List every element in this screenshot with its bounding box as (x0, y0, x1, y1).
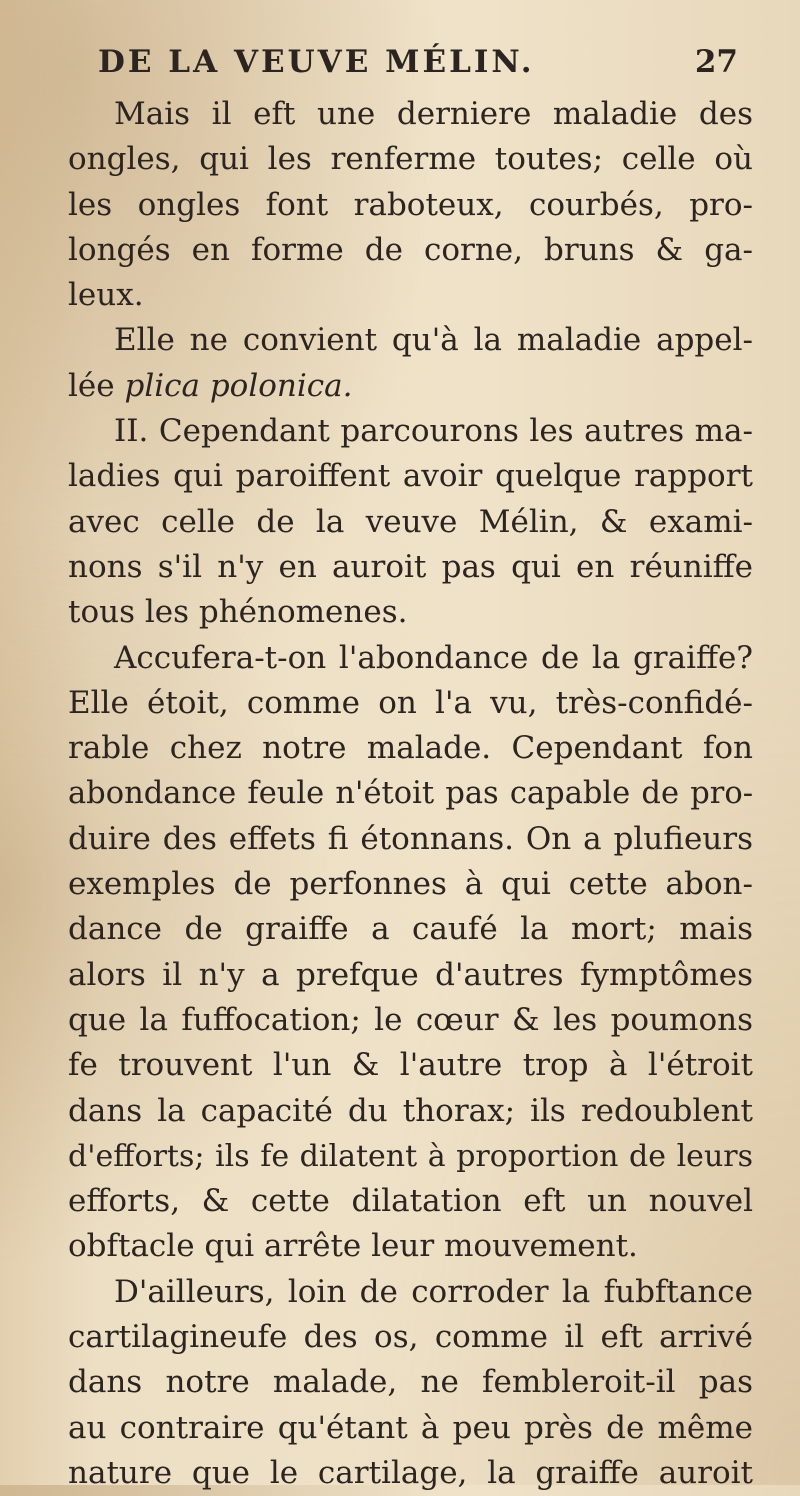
text-line: ladies qui paroiffent avoir quelque rapport (68, 458, 753, 495)
running-title: DE LA VEUVE MÉLIN. (98, 44, 535, 80)
text-line: II. Cependant parcourons les autres ma- (114, 413, 753, 450)
text-line: avec celle de la veuve Mélin, & exami- (68, 503, 753, 540)
text-line: tous les phénomenes. (68, 594, 408, 631)
text-line: nons s'il n'y en auroit pas qui en réuniffe (68, 548, 753, 585)
text-line: Accufera-t-on l'abondance de la graiffe? (114, 639, 753, 676)
text-line: nature que le cartilage, la graiffe auroit (68, 1454, 753, 1491)
text-line: que la fuffocation; le cœur & les poumons (68, 1001, 753, 1038)
text-line: au contraire qu'étant à peu près de même (68, 1409, 753, 1446)
text-line: abondance feule n'étoit pas capable de pro- (68, 776, 753, 812)
text-line: rable chez notre malade. Cependant fon (68, 730, 753, 767)
text-line: dance de graiffe a caufé la mort; mais (68, 911, 753, 948)
text-line: cartilagineufe des os, comme il eft arrivé (68, 1319, 753, 1356)
text-line: leux. (68, 277, 144, 314)
page-header (98, 44, 738, 88)
body-text (68, 92, 753, 1496)
page-number: 27 (694, 44, 738, 80)
text-line: fe trouvent l'un & l'autre trop à l'étroit (68, 1047, 753, 1084)
text-line: les ongles font raboteux, courbés, pro- (68, 186, 753, 223)
text-line: duire des effets fi étonnans. On a plufieurs (68, 820, 753, 857)
text-line: Mais il eft une derniere maladie des (114, 96, 753, 132)
italic-term: plica polonica. (124, 367, 353, 404)
text-line: alors il n'y a prefque d'autres fymptômes (68, 956, 753, 993)
text-line: longés en forme de corne, bruns & ga- (68, 231, 753, 268)
text-line: exemples de perfonnes à qui cette abon- (68, 866, 753, 903)
text-line: dans la capacité du thorax; ils redoublent (68, 1092, 753, 1129)
text-line: Elle ne convient qu'à la maladie appel- (114, 322, 753, 359)
text-line: Elle étoit, comme on l'a vu, très-confidé- (68, 684, 753, 721)
text-line: obftacle qui arrête leur mouvement. (68, 1228, 638, 1265)
text-line: dans notre malade, ne fembleroit-il pas (68, 1364, 753, 1401)
text-line: D'ailleurs, loin de corroder la fubftance (114, 1273, 753, 1310)
text-line: d'efforts; ils fe dilatent à proportion de leurs (68, 1138, 753, 1174)
text-line: ongles, qui les renferme toutes; celle où (68, 141, 753, 178)
text-fragment: lée (68, 367, 115, 404)
text-line: efforts, & cette dilatation eft un nouvel (68, 1183, 753, 1220)
text-line (68, 364, 753, 409)
